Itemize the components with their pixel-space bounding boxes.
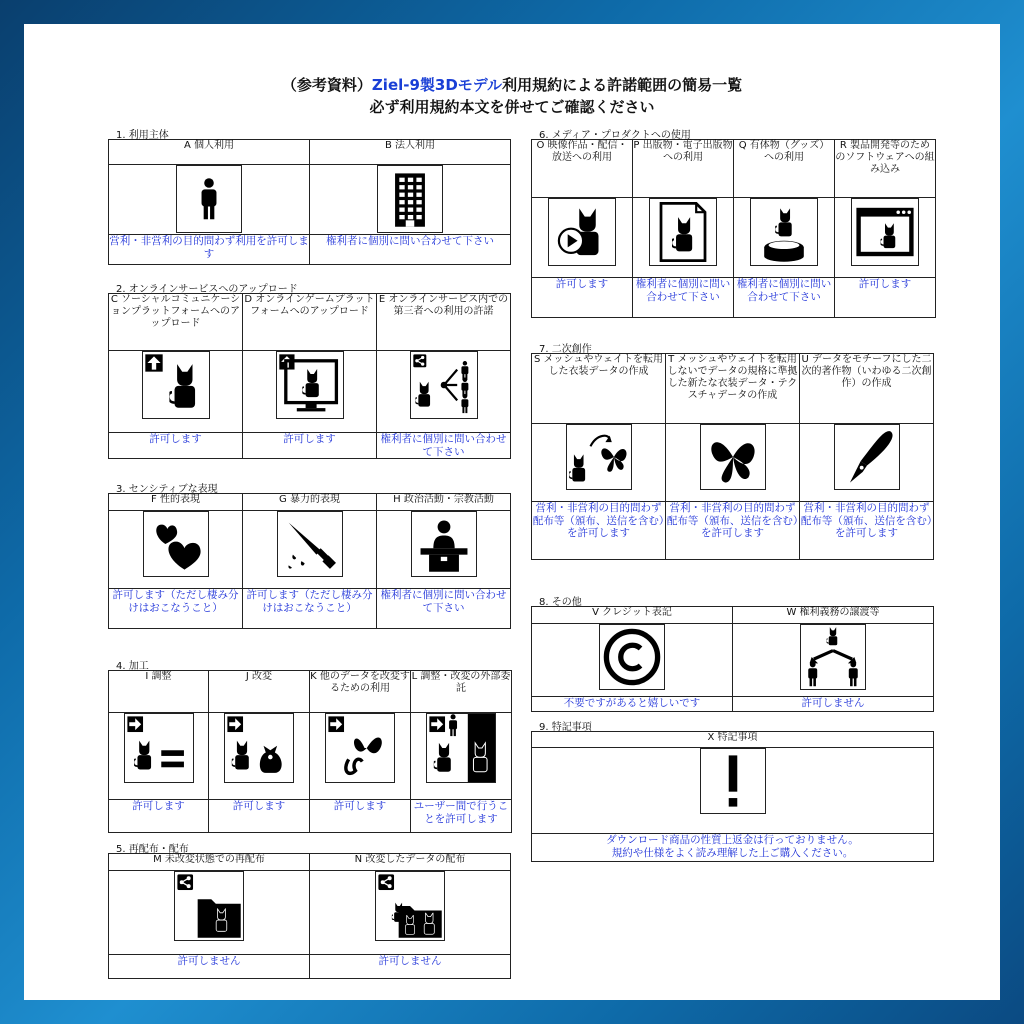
- permission-status-text: 許可しません: [109, 955, 310, 979]
- permission-item-header: F 性的表現: [109, 494, 243, 511]
- permission-icon-cell: [310, 871, 511, 955]
- s3-permission-table: [108, 493, 511, 629]
- s5-permission-table: [108, 853, 511, 979]
- permission-item-header: Q 有体物（グッズ）への利用: [734, 140, 835, 198]
- permission-status-text: 許可します: [209, 800, 310, 833]
- permission-item-header: A 個人利用: [109, 140, 310, 165]
- permission-status-text: 営利・非営利の目的問わず利用を許可します: [109, 235, 310, 265]
- ribbon-icon: [700, 424, 766, 490]
- permission-item-header: G 暴力的表現: [243, 494, 377, 511]
- permission-icon-cell: [109, 165, 310, 235]
- permission-icon-cell: [243, 351, 377, 433]
- title-line-2: 必ず利用規約本文を併せてご確認ください: [369, 98, 655, 116]
- s8-section-title: 8. その他: [539, 597, 582, 608]
- s7-section-title: 7. 二次創作: [539, 344, 592, 355]
- permission-status-text: 権利者に個別に問い合わせて下さい: [377, 433, 511, 459]
- s1-section-title: 1. 利用主体: [116, 130, 169, 141]
- permission-item-header: M 未改変状態での再配布: [109, 854, 310, 871]
- permission-item-header: C ソーシャルコミュニケーションプラットフォームへのアップロード: [109, 294, 243, 351]
- permission-icon-cell: [377, 511, 511, 589]
- permission-status-text: 許可します: [532, 278, 633, 318]
- copyright-icon: [599, 624, 665, 690]
- permission-icon-cell: [734, 198, 835, 278]
- permission-icon-cell: [109, 351, 243, 433]
- s3-section-title: 3. センシティブな表現: [116, 484, 218, 495]
- outsource-icon: [426, 713, 496, 783]
- upload-cat-avatar-icon: [142, 351, 210, 419]
- permission-status-text: 営利・非営利の目的問わず配布等（頒布、送信を含む）を許可します: [532, 502, 666, 560]
- permission-item-header: T メッシュやウェイトを転用しないでデータの規格に準拠した新たな衣装データ・テクスチャデータの作成: [666, 354, 800, 424]
- permission-item-header: I 調整: [109, 671, 209, 713]
- permission-item-header: H 政治活動・宗教活動: [377, 494, 511, 511]
- figure-goods-icon: [750, 198, 818, 266]
- mesh-reuse-icon: [566, 424, 632, 490]
- permission-item-header: W 権利義務の譲渡等: [733, 607, 934, 624]
- permission-status-text: ユーザー間で行うことを許可します: [411, 800, 512, 833]
- podium-speaker-icon: [411, 511, 477, 577]
- permission-status-text: 許可します（ただし棲み分けはおこなうこと）: [243, 589, 377, 629]
- hearts-icon: [143, 511, 209, 577]
- permission-item-header: R 製品開発等のためのソフトウェアへの組み込み: [835, 140, 936, 198]
- modify-cat-icon: [224, 713, 294, 783]
- permission-icon-cell: [666, 424, 800, 502]
- permission-icon-cell: [109, 871, 310, 955]
- permission-icon-cell: [532, 198, 633, 278]
- permission-status-text: 許可しません: [310, 955, 511, 979]
- page-title: [24, 74, 1000, 118]
- permission-icon-cell: [411, 713, 512, 800]
- permission-item-header: J 改変: [209, 671, 310, 713]
- permission-icon-cell: [310, 713, 411, 800]
- permission-icon-cell: [835, 198, 936, 278]
- permission-icon-cell: [109, 511, 243, 589]
- s7-permission-table: [531, 353, 934, 560]
- permission-icon-cell: [532, 424, 666, 502]
- pen-nib-icon: [834, 424, 900, 490]
- permission-status-text: 許可します: [835, 278, 936, 318]
- permission-item-header: X 特記事項: [532, 732, 934, 748]
- permission-status-text: 不要ですがあると嬉しいです: [532, 697, 733, 712]
- permission-status-text: 営利・非営利の目的問わず配布等（頒布、送信を含む）を許可します: [800, 502, 934, 560]
- s9-section-title: 9. 特記事項: [539, 722, 592, 733]
- permission-icon-cell: [733, 624, 934, 697]
- permission-item-header: V クレジット表記: [532, 607, 733, 624]
- permission-status-text: 営利・非営利の目的問わず配布等（頒布、送信を含む）を許可します: [666, 502, 800, 560]
- permission-status-text: 許可しません: [733, 697, 934, 712]
- permission-status-text: 許可します: [109, 800, 209, 833]
- permission-status-text: 権利者に個別に問い合わせて下さい: [310, 235, 511, 265]
- share-modified-folder-icon: [375, 871, 445, 941]
- permission-item-header: N 改変したデータの配布: [310, 854, 511, 871]
- permission-icon-cell: [209, 713, 310, 800]
- publication-cat-icon: [649, 198, 717, 266]
- permission-icon-cell: [532, 748, 934, 834]
- s2-section-title: 2. オンラインサービスへのアップロード: [116, 284, 298, 295]
- permission-item-header: P 出版物・電子出版物への利用: [633, 140, 734, 198]
- s4-permission-table: [108, 670, 512, 833]
- permission-icon-cell: [633, 198, 734, 278]
- permission-item-header: O 映像作品・配信・放送への利用: [532, 140, 633, 198]
- permission-status-text: 権利者に個別に問い合わせて下さい: [734, 278, 835, 318]
- permission-icon-cell: [243, 511, 377, 589]
- permission-icon-cell: [310, 165, 511, 235]
- permission-status-text: 許可します: [310, 800, 411, 833]
- parts-reuse-icon: [325, 713, 395, 783]
- permission-status-text: 権利者に個別に問い合わせて下さい: [633, 278, 734, 318]
- title-line-1: [24, 74, 1000, 96]
- share-folder-icon: [174, 871, 244, 941]
- permission-item-header: B 法人利用: [310, 140, 511, 165]
- permission-status-text: 許可します: [243, 433, 377, 459]
- permission-item-header: E オンラインサービス内での第三者への利用の許諾: [377, 294, 511, 351]
- permission-icon-cell: [532, 624, 733, 697]
- bloody-knife-icon: [277, 511, 343, 577]
- exclamation-icon: [700, 748, 766, 814]
- permission-item-header: U データをモチーフにした二次的著作物（いわゆる二次創作）の作成: [800, 354, 934, 424]
- s2-permission-table: [108, 293, 511, 459]
- s5-section-title: 5. 再配布・配布: [116, 844, 189, 855]
- permission-icon-cell: [800, 424, 934, 502]
- upload-game-monitor-icon: [276, 351, 344, 419]
- s8-permission-table: [531, 606, 934, 712]
- share-to-users-icon: [410, 351, 478, 419]
- reference-sheet: [24, 24, 1000, 1000]
- office-building-icon: [377, 165, 443, 233]
- permission-status-text: 許可します: [109, 433, 243, 459]
- person-icon: [176, 165, 242, 233]
- s9-permission-table: [531, 731, 934, 862]
- software-window-icon: [851, 198, 919, 266]
- s6-section-title: 6. メディア・プロダクトへの使用: [539, 130, 691, 141]
- permission-status-text: ダウンロード商品の性質上返金は行っておりません。 規約や仕様をよく読み理解した上ご購入ください。: [532, 834, 934, 862]
- video-cat-icon: [548, 198, 616, 266]
- s6-permission-table: [531, 139, 936, 318]
- s4-section-title: 4. 加工: [116, 661, 149, 672]
- title-prefix: （参考資料）: [281, 76, 372, 94]
- permission-status-text: 権利者に個別に問い合わせて下さい: [377, 589, 511, 629]
- permission-icon-cell: [377, 351, 511, 433]
- permission-item-header: S メッシュやウェイトを転用した衣装データの作成: [532, 354, 666, 424]
- permission-item-header: D オンラインゲームプラットフォームへのアップロード: [243, 294, 377, 351]
- permission-icon-cell: [109, 713, 209, 800]
- permission-status-text: 許可します（ただし棲み分けはおこなうこと）: [109, 589, 243, 629]
- permission-item-header: L 調整・改変の外部委託: [411, 671, 512, 713]
- s1-permission-table: [108, 139, 511, 265]
- title-suffix: 利用規約による許諾範囲の簡易一覧: [502, 76, 743, 94]
- title-model-name: Ziel-9製3Dモデル: [371, 76, 503, 94]
- permission-item-header: K 他のデータを改変するための利用: [310, 671, 411, 713]
- transfer-rights-icon: [800, 624, 866, 690]
- adjust-equal-icon: [124, 713, 194, 783]
